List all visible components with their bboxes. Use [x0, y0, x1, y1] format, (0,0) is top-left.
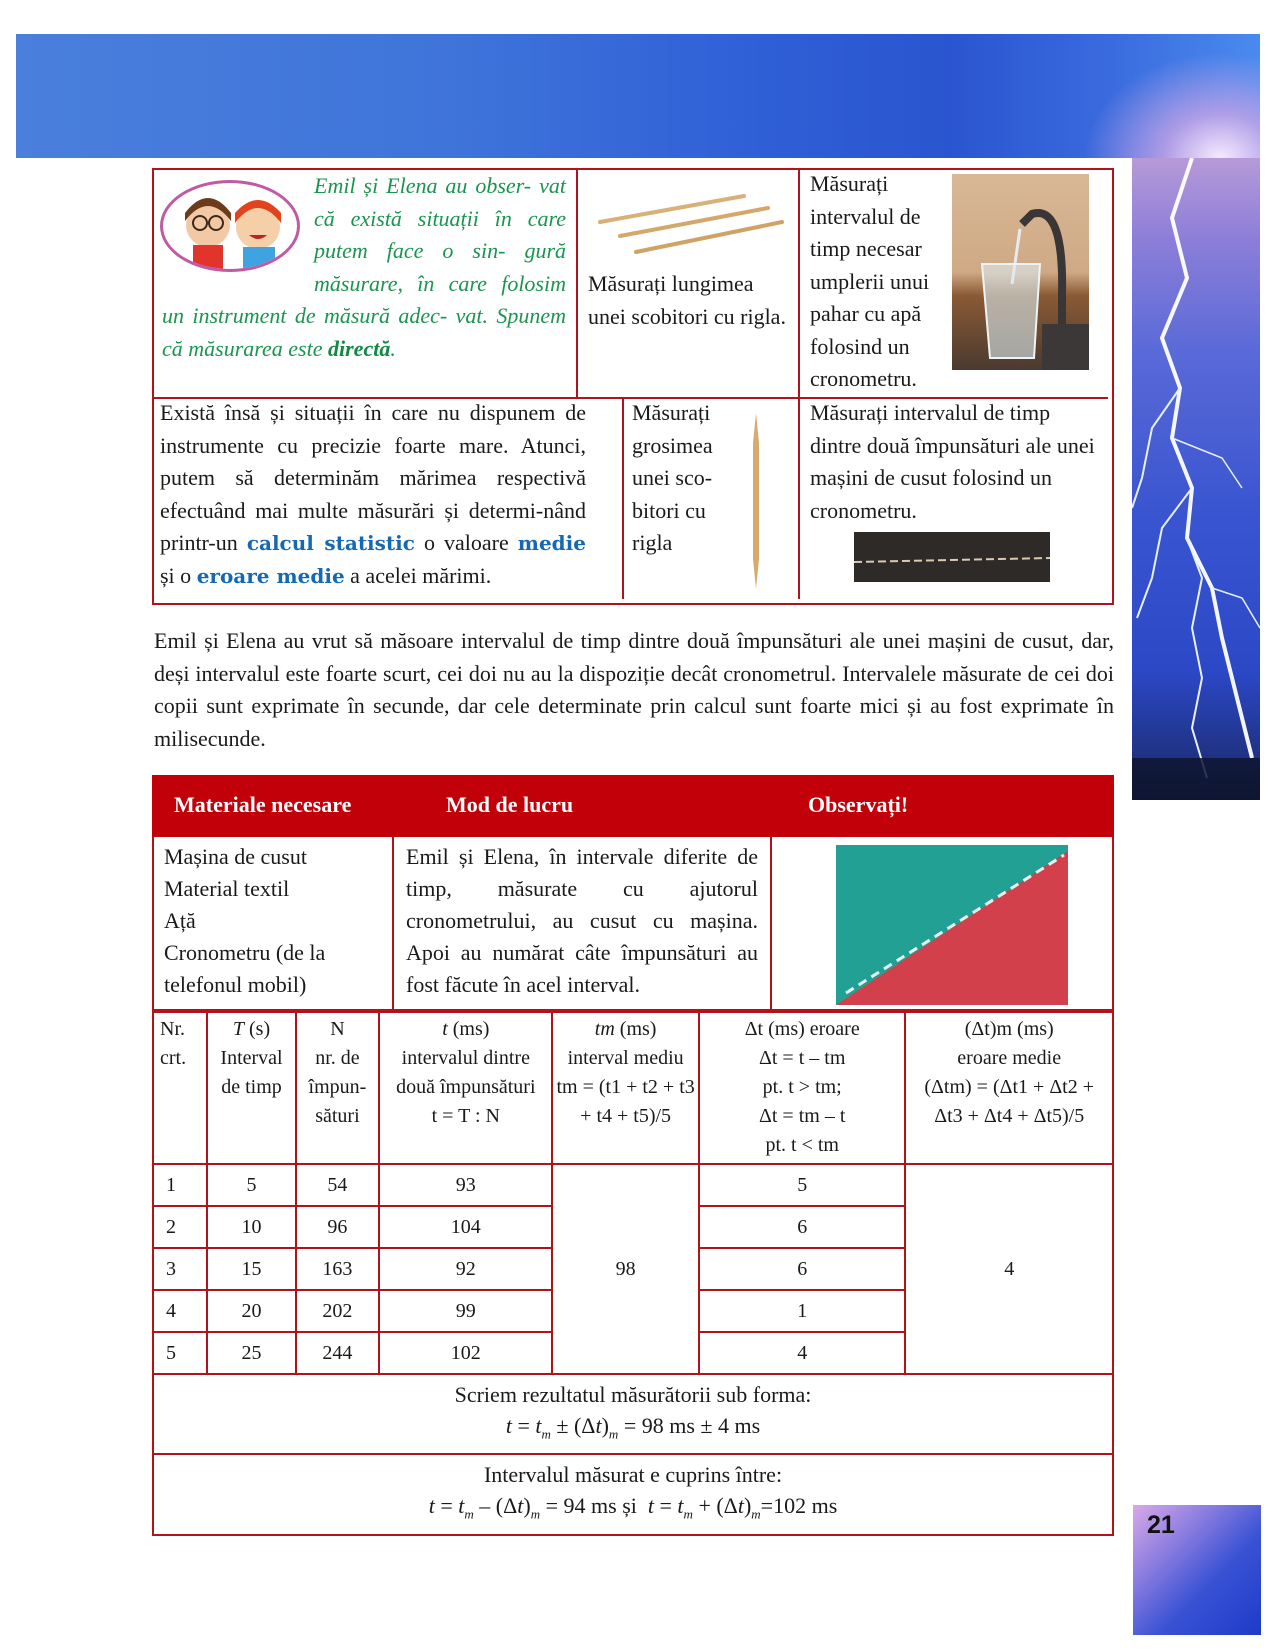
intro-paragraph: Emil și Elena au vrut să măsoare intervalul de timp dintre două împunsături ale unei mașini de cusut, dar, deși intervalul este foarte scurt, cei doi nu au la dispoziție decât cronometrul. Intervalele măsurate de cei doi copii sunt exprimate în secunde, dar cele determinate prin calcul sunt foarte mici și au fost exprimate în milisecunde. — [154, 628, 1114, 751]
term-eroare-medie: eroare medie — [196, 563, 345, 588]
unit: (ms) — [1012, 1018, 1054, 1040]
intro-line: vat. Spunem că măsurarea este — [162, 303, 566, 361]
interval-low-value: = 94 ms și — [540, 1493, 643, 1519]
interval-cell — [153, 1454, 1113, 1534]
cell-t: 93 — [379, 1164, 552, 1206]
cell-T: 10 — [207, 1206, 295, 1248]
cell-t: 104 — [379, 1206, 552, 1248]
cell-T: 25 — [207, 1332, 295, 1374]
col-nr — [153, 1012, 207, 1164]
cell-nr: 1 — [153, 1164, 207, 1206]
intro-line: folosim un instrument de măsură adec- — [162, 270, 566, 328]
col-tm — [552, 1012, 699, 1164]
indirect-text-part: o valoare — [414, 530, 518, 555]
stitched-fabric-image — [836, 845, 1068, 1005]
symbol-tm: tm — [594, 1018, 615, 1040]
page-number-box — [1133, 1505, 1261, 1635]
cell-N: 202 — [296, 1290, 380, 1332]
cell-tm: 98 — [552, 1164, 699, 1374]
cell-nr: 3 — [153, 1248, 207, 1290]
col-desc: intervalul dintre două împunsături — [396, 1047, 536, 1098]
sewing-cell — [800, 399, 1108, 599]
cell-N: 163 — [296, 1248, 380, 1290]
water-task: Măsurați intervalul de timp necesar umplerii unui pahar cu apă folosind un cronometru. — [810, 171, 930, 391]
col-interval — [207, 1012, 295, 1164]
header-banner — [16, 34, 1260, 158]
experiment-body — [152, 837, 1114, 1011]
materials-list — [154, 837, 394, 1009]
interval-label: Intervalul măsurat e cuprins între: — [483, 1462, 783, 1488]
intro-line: gură măsurare, în care — [314, 238, 566, 296]
col-formula: tm = (t1 + t2 + t3 + t4 + t5)/5 — [556, 1076, 695, 1127]
col-condition: pt. t > tm; — [762, 1076, 842, 1098]
cell-nr: 4 — [153, 1290, 207, 1332]
col-stitches — [296, 1012, 380, 1164]
cell-t: 99 — [379, 1290, 552, 1332]
experiment-block — [152, 775, 1114, 1536]
col-nr-line: crt. — [160, 1047, 187, 1069]
toothpick-image — [750, 413, 762, 589]
material-item: Mașina de cusut — [164, 844, 307, 869]
header-materials: Materiale necesare — [174, 792, 352, 817]
col-formula: t = T : N — [431, 1105, 500, 1127]
col-condition: pt. t < tm — [765, 1134, 839, 1156]
interval-high-value: =102 ms — [760, 1493, 838, 1519]
term-medie: medie — [517, 531, 586, 555]
toothpick-thickness-cell — [624, 399, 800, 599]
page-number: 21 — [1147, 1511, 1175, 1539]
indirect-measurement-cell — [154, 399, 624, 599]
material-item: Cronometru (de la telefonul mobil) — [164, 940, 326, 997]
cell-dt: 1 — [699, 1290, 905, 1332]
cell-t: 92 — [379, 1248, 552, 1290]
symbol-N: N — [330, 1018, 345, 1040]
symbol-dt: Δt — [744, 1018, 764, 1040]
experiment-header — [152, 775, 1114, 837]
col-desc: interval mediu — [567, 1047, 684, 1069]
result-row — [153, 1374, 1113, 1454]
interval-row — [153, 1454, 1113, 1534]
col-dtm — [905, 1012, 1113, 1164]
activities-grid — [152, 168, 1114, 605]
fabric-stitch-image — [854, 532, 1050, 582]
cell-dtm: 4 — [905, 1164, 1113, 1374]
cell-dt: 4 — [699, 1332, 905, 1374]
indirect-text-part: și o — [160, 562, 197, 588]
term-calcul-statistic: calcul statistic — [246, 531, 415, 555]
cell-T: 5 — [207, 1164, 295, 1206]
cell-t: 102 — [379, 1332, 552, 1374]
col-formula: Δt = tm – t — [759, 1105, 846, 1127]
table-header-row — [153, 1012, 1113, 1164]
table-row — [153, 1164, 1113, 1206]
result-value: = 98 ms ± 4 ms — [618, 1413, 761, 1438]
col-desc: nr. de împun-sături — [308, 1047, 367, 1127]
cell-dt: 5 — [699, 1164, 905, 1206]
material-item: Material textil — [164, 876, 290, 901]
intro-end: . — [390, 335, 396, 361]
col-t — [379, 1012, 552, 1164]
water-glass-cell — [800, 170, 1108, 399]
unit: (ms) eroare — [763, 1018, 860, 1040]
lightning-decoration — [1132, 158, 1260, 800]
measurements-table — [152, 1011, 1114, 1536]
symbol-t: t — [442, 1018, 448, 1040]
cell-N: 54 — [296, 1164, 380, 1206]
interval-formula: $t = t_m - (\Delta t)_m = 94$ ms și $t = t_m + (\Delta t)_m=102$ ms — [428, 1493, 838, 1522]
sewing-task: Măsurați intervalul de timp dintre două împunsături ale unei mașini de cusut folosind un cronometru. — [810, 400, 1095, 523]
intro-line: vat că există situații în — [314, 173, 566, 231]
toothpicks-image — [596, 190, 786, 260]
method-text: Emil și Elena, în intervale diferite de timp, măsurate cu ajutorul cronometrului, au cusut cu mașina. Apoi au numărat câte împunsături au fost făcute în acel interval. — [394, 837, 772, 1009]
col-formula: Δt = t – tm — [759, 1047, 846, 1069]
cell-nr: 5 — [153, 1332, 207, 1374]
result-formula: $t = t_m \pm (\Delta t)_m = 98$ ms ± 4 ms — [505, 1413, 761, 1442]
intro-line: Emil și Elena au obser- — [314, 173, 540, 198]
symbol-dtm: (Δt)m — [964, 1018, 1013, 1040]
intro-cell — [154, 170, 578, 399]
cell-T: 20 — [207, 1290, 295, 1332]
symbol-T: T — [232, 1018, 244, 1040]
header-method: Mod de lucru — [446, 792, 574, 817]
material-item: Ață — [164, 908, 196, 933]
toothpick-length-task: Măsurați lungimea unei scobitori cu rigla. — [588, 271, 786, 329]
unit: (ms) — [614, 1018, 657, 1040]
intro-line: care putem face o sin- — [314, 205, 566, 263]
intro-text — [162, 170, 566, 365]
emphasis-direct: directă — [328, 335, 391, 361]
col-desc: eroare medie — [957, 1047, 1062, 1069]
unit: (s) — [244, 1018, 271, 1040]
cell-dt: 6 — [699, 1206, 905, 1248]
cell-dt: 6 — [699, 1248, 905, 1290]
water-glass-image — [952, 174, 1089, 370]
indirect-text — [160, 397, 586, 592]
cell-T: 15 — [207, 1248, 295, 1290]
cell-N: 244 — [296, 1332, 380, 1374]
cell-nr: 2 — [153, 1206, 207, 1248]
col-formula: (Δtm) = (Δt1 + Δt2 + Δt3 + Δt4 + Δt5)/5 — [924, 1076, 1095, 1127]
lightning-bolt-icon — [1132, 158, 1260, 800]
header-observe: Observați! — [808, 792, 909, 817]
toothpick-length-cell — [578, 170, 800, 399]
unit: (ms) — [447, 1018, 490, 1040]
cell-N: 96 — [296, 1206, 380, 1248]
col-desc: Interval de timp — [220, 1047, 283, 1098]
col-nr-line: Nr. — [160, 1018, 185, 1040]
indirect-text-part: a acelei mărimi. — [344, 562, 492, 588]
observe-cell — [772, 837, 1112, 1009]
col-dt — [699, 1012, 905, 1164]
result-label: Scriem rezultatul măsurătorii sub forma: — [454, 1382, 812, 1407]
result-cell — [153, 1374, 1113, 1454]
indirect-text-part: Există însă și situații în care nu dispunem de instrumente cu precizie foarte mare. Atunci, putem să determinăm mărimea respectivă efectuând mai multe măsurări și determi-nând printr-un — [160, 400, 586, 555]
toothpick-thickness-task: Măsurați grosimea unei sco-bitori cu rigla — [632, 400, 713, 555]
